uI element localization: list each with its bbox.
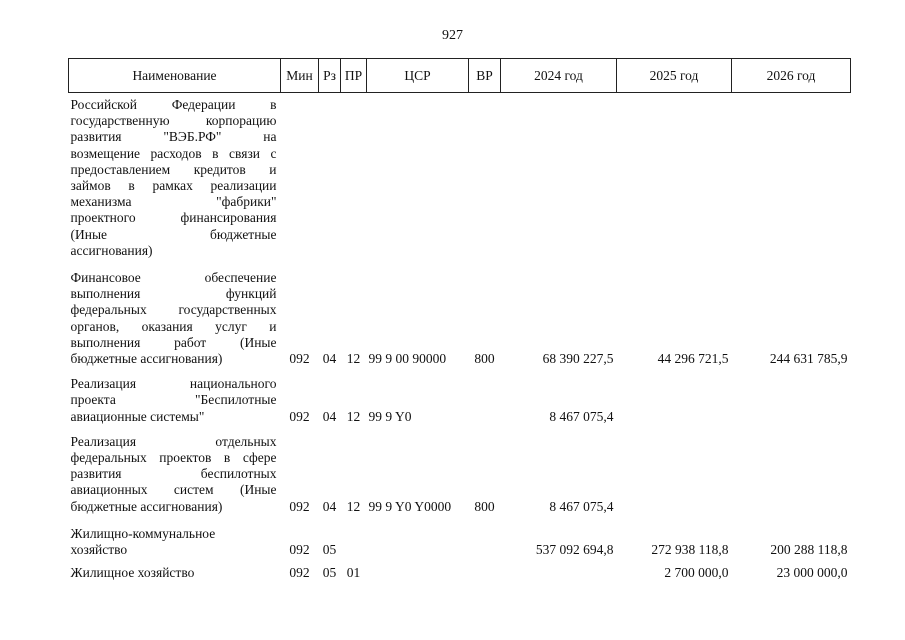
header-2024: 2024 год	[501, 59, 617, 93]
cell-min: 092	[289, 408, 310, 424]
cell-y2025	[617, 376, 732, 428]
cell-pr: 12	[346, 351, 361, 367]
cell-rz: 04	[322, 408, 337, 424]
cell-y2024: 68 390 227,5	[542, 351, 614, 367]
name-line: федеральных государственных	[70, 302, 277, 318]
cell-pr	[341, 93, 367, 263]
row-name	[69, 270, 281, 370]
cell-y2025: 2 700 000,0	[664, 565, 729, 581]
cell-pr: 12	[346, 498, 361, 514]
name-line: бюджетные ассигнования)	[70, 351, 223, 367]
name-line: авиационных систем (Иные	[70, 482, 277, 498]
name-line: хозяйство	[70, 542, 128, 558]
name-line: Российской Федерации в	[70, 97, 277, 112]
name-line: (Иные бюджетные	[70, 226, 277, 242]
name-line: проекта "Беспилотные	[70, 392, 277, 408]
cell-csr: 99 9 Y0 Y0000	[368, 498, 452, 514]
cell-pr	[341, 526, 367, 561]
table-body	[69, 93, 851, 585]
cell-vr	[469, 565, 501, 584]
cell-y2026	[732, 93, 851, 263]
cell-csr	[367, 526, 469, 561]
budget-table	[68, 58, 851, 584]
name-line: выполнения работ (Иные	[70, 334, 277, 350]
name-line: развития беспилотных	[70, 466, 277, 482]
cell-y2025	[617, 93, 732, 263]
cell-min: 092	[289, 542, 310, 558]
cell-min	[281, 93, 319, 263]
cell-rz: 04	[322, 498, 337, 514]
header-min: Мин	[281, 59, 319, 93]
cell-y2024	[501, 93, 617, 263]
table-row	[69, 270, 851, 370]
row-spacer	[69, 262, 851, 270]
header-pr: ПР	[341, 59, 367, 93]
spacer-cell	[69, 518, 851, 526]
name-line: механизма "фабрики"	[70, 194, 277, 210]
cell-y2025: 44 296 721,5	[657, 351, 729, 367]
name-line: предоставлением кредитов и	[70, 161, 277, 177]
row-name	[69, 376, 281, 428]
header-2026: 2026 год	[732, 59, 851, 93]
name-line: государственную корпорацию	[70, 113, 277, 129]
row-name	[69, 93, 281, 263]
name-line: Жилищное хозяйство	[70, 565, 195, 581]
name-line: возмещение расходов в связи с	[70, 145, 277, 161]
cell-vr	[469, 526, 501, 561]
name-line: проектного финансирования	[70, 210, 277, 226]
cell-y2026: 23 000 000,0	[776, 565, 848, 581]
header-name: Наименование	[69, 59, 281, 93]
cell-min: 092	[289, 565, 310, 581]
cell-vr	[469, 376, 501, 428]
cell-y2026: 244 631 785,9	[769, 351, 848, 367]
name-line: развития "ВЭБ.РФ" на	[70, 129, 277, 145]
cell-pr: 01	[346, 565, 361, 581]
table-row	[69, 93, 851, 263]
table-row	[69, 434, 851, 518]
cell-y2024: 8 467 075,4	[549, 408, 614, 424]
name-line: Реализация национального	[70, 376, 277, 392]
name-line: бюджетные ассигнования)	[70, 498, 223, 514]
cell-y2024: 8 467 075,4	[549, 498, 614, 514]
name-line: выполнения функций	[70, 286, 277, 302]
cell-vr	[469, 93, 501, 263]
cell-csr	[367, 565, 469, 584]
cell-vr: 800	[474, 351, 495, 367]
row-name	[69, 565, 281, 584]
header-2025: 2025 год	[617, 59, 732, 93]
cell-rz: 05	[322, 542, 337, 558]
cell-y2026	[732, 434, 851, 518]
page-number: 927	[442, 28, 463, 43]
header-rz: Рз	[319, 59, 341, 93]
cell-y2025	[617, 434, 732, 518]
cell-vr: 800	[474, 498, 495, 514]
name-line: органов, оказания услуг и	[70, 318, 277, 334]
row-name	[69, 526, 281, 561]
cell-y2025: 272 938 118,8	[651, 542, 729, 558]
cell-pr: 12	[346, 408, 361, 424]
cell-rz	[319, 93, 341, 263]
row-spacer	[69, 518, 851, 526]
name-line: Финансовое обеспечение	[70, 270, 277, 286]
table-row	[69, 565, 851, 584]
cell-min: 092	[289, 498, 310, 514]
table-row	[69, 376, 851, 428]
header-vr: ВР	[469, 59, 501, 93]
name-line: федеральных проектов в сфере	[70, 450, 277, 466]
cell-y2026	[732, 376, 851, 428]
cell-y2026: 200 288 118,8	[770, 542, 848, 558]
cell-csr: 99 9 00 90000	[368, 351, 447, 367]
cell-rz: 04	[322, 351, 337, 367]
cell-min: 092	[289, 351, 310, 367]
cell-csr: 99 9 Y0	[368, 408, 412, 424]
spacer-cell	[69, 262, 851, 270]
name-line: займов в рамках реализации	[70, 178, 277, 194]
name-line: Жилищно-коммунальное	[70, 525, 216, 541]
cell-rz: 05	[322, 565, 337, 581]
name-line: ассигнования)	[70, 242, 153, 258]
table-header-row	[69, 59, 851, 93]
row-name	[69, 434, 281, 518]
cell-y2024: 537 092 694,8	[535, 542, 614, 558]
cell-csr	[367, 93, 469, 263]
name-line: авиационные системы"	[70, 408, 205, 424]
cell-y2024	[501, 565, 617, 584]
header-csr: ЦСР	[367, 59, 469, 93]
name-line: Реализация отдельных	[70, 433, 277, 449]
table-row	[69, 526, 851, 561]
